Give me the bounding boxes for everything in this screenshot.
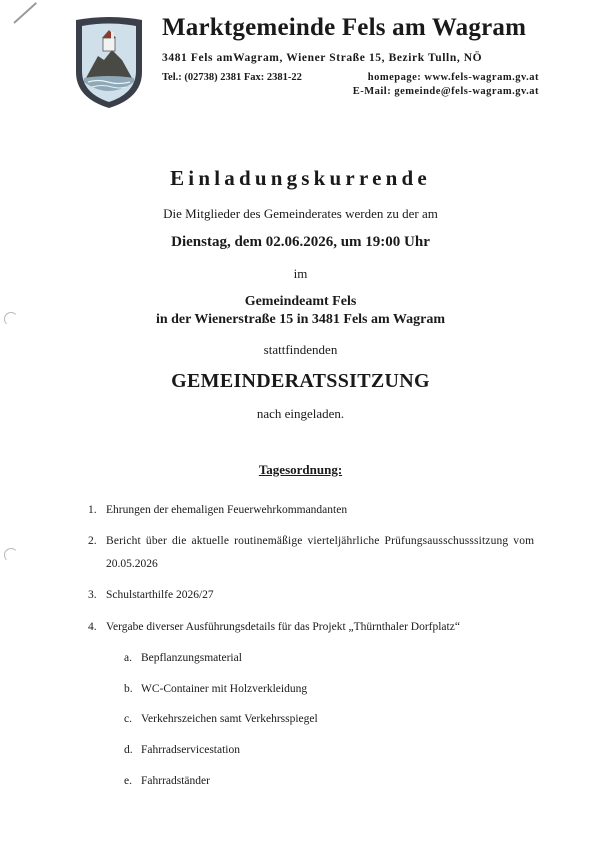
invitation-im: im: [293, 266, 308, 281]
punch-hole-mark: [4, 548, 18, 562]
agenda-title: Tagesordnung:: [258, 462, 343, 477]
meeting-location-address: in der Wienerstraße 15 in 3481 Fels am Wagram: [155, 312, 446, 327]
agenda-subitem-text: Fahrradständer: [141, 775, 210, 787]
agenda-item-text-continued: 20.05.2026: [106, 558, 158, 570]
meeting-date: Dienstag, dem 02.06.2026, um 19:00 Uhr: [171, 234, 430, 250]
agenda-subitem-letter: e.: [124, 775, 132, 787]
agenda-item-number: 2.: [88, 535, 97, 547]
agenda-item-number: 3.: [88, 589, 97, 601]
agenda-item-number: 1.: [88, 504, 97, 516]
agenda-item-text: Schulstarthilfe 2026/27: [106, 589, 214, 601]
letterhead-phone-fax: Tel.: (02738) 2381 Fax: 2381-22: [162, 72, 302, 83]
agenda-item-text: Vergabe diverser Ausführungsdetails für das Projekt „Thürnthaler Dorfplatz“: [106, 621, 460, 633]
agenda-item-text: Ehrungen der ehemaligen Feuerwehrkommandanten: [106, 504, 348, 516]
invitation-stattfindenden: stattfindenden: [263, 342, 338, 357]
coat-of-arms-icon: [72, 16, 146, 110]
invitation-intro: Die Mitglieder des Gemeinderates werden zu der am: [163, 206, 438, 221]
scan-mark: [13, 2, 37, 24]
document-heading: Einladungskurrende: [170, 166, 431, 190]
agenda-item-number: 4.: [88, 621, 97, 633]
invitation-closing: nach eingeladen.: [256, 406, 345, 421]
municipality-title: Marktgemeinde Fels am Wagram: [162, 14, 527, 41]
meeting-type: GEMEINDERATSSITZUNG: [171, 370, 430, 392]
letterhead-email: E-Mail: gemeinde@fels-wagram.gv.at: [352, 86, 539, 97]
agenda-subitem-letter: b.: [124, 683, 133, 695]
agenda-subitem-text: Fahrradservicestation: [141, 744, 240, 756]
agenda-subitem-letter: c.: [124, 713, 132, 725]
meeting-location-name: Gemeindeamt Fels: [244, 294, 357, 309]
agenda-subitem-letter: a.: [124, 652, 132, 664]
letterhead-address: 3481 Fels amWagram, Wiener Straße 15, Bezirk Tulln, NÖ: [162, 52, 483, 64]
agenda-subitem-text: Verkehrszeichen samt Verkehrsspiegel: [141, 713, 318, 725]
letterhead-homepage: homepage: www.fels-wagram.gv.at: [367, 72, 539, 83]
agenda-subitem-text: WC-Container mit Holzverkleidung: [141, 683, 308, 695]
agenda-subitem-text: Bepflanzungsmaterial: [141, 652, 242, 664]
agenda-subitem-letter: d.: [124, 744, 133, 756]
agenda-item-text: Bericht über die aktuelle routinemäßige vierteljährliche Prüfungsausschusssitzung vom: [106, 535, 535, 547]
